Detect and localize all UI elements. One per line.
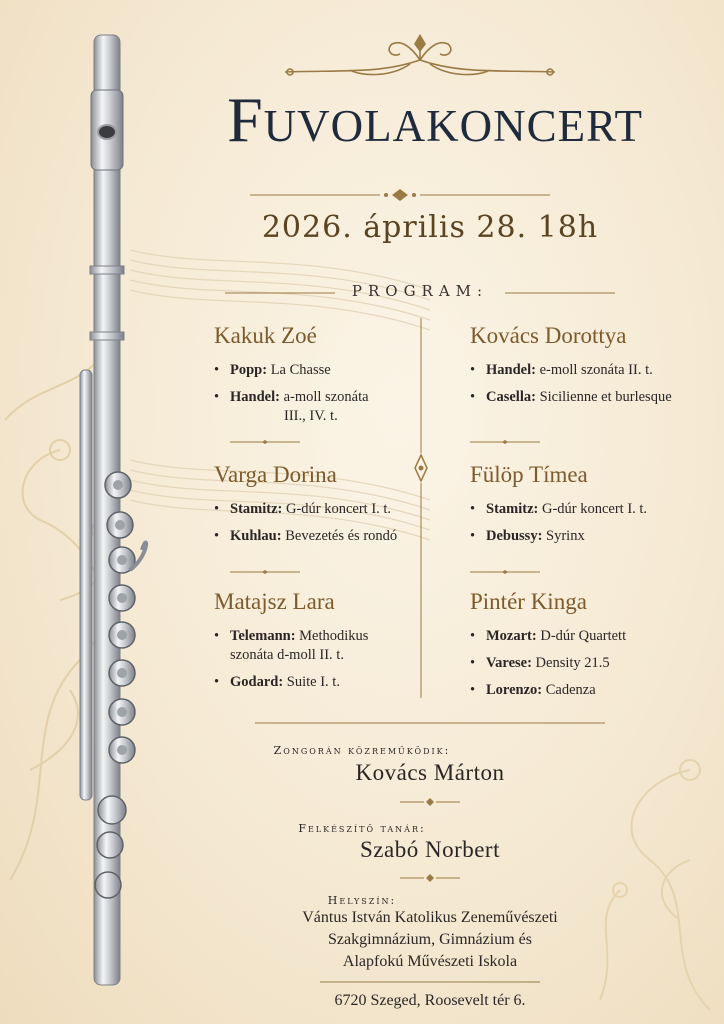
venue-address: 6720 Szeged, Roosevelt tér 6. xyxy=(334,992,526,1009)
piece-item: • Varese: Density 21.5 xyxy=(470,654,710,673)
piece-list xyxy=(214,361,404,426)
piece-item: • Kuhlau: Bevezetés és rondó xyxy=(214,527,414,546)
performer-block xyxy=(214,589,414,700)
piece-list xyxy=(214,500,414,546)
flute-illustration xyxy=(70,30,170,990)
teacher-label: Felkészítő tanár: xyxy=(298,822,426,835)
accompanist-name: Kovács Márton xyxy=(355,760,505,785)
top-ornament xyxy=(280,30,560,85)
piece-item: • Debussy: Syrinx xyxy=(470,527,710,546)
teacher-name: Szabó Norbert xyxy=(360,837,500,862)
piece-list xyxy=(470,361,710,407)
piece-item: • Mozart: D-dúr Quartett xyxy=(470,627,710,646)
venue-line: Szakgimnázium, Gimnázium és xyxy=(328,931,532,948)
concert-date: 2026. április 28. 18h xyxy=(261,210,599,245)
divider-above-address xyxy=(320,979,540,985)
program-line-right xyxy=(505,291,615,295)
divider-above-credits xyxy=(255,720,605,726)
performer-block xyxy=(470,462,710,554)
piece-item: • Godard: Suite I. t. xyxy=(214,673,414,692)
performer-block xyxy=(214,323,404,434)
venue-line: Alapfokú Művészeti Iskola xyxy=(342,953,518,970)
performer-block xyxy=(214,462,414,554)
piece-item: • Casella: Sicilienne et burlesque xyxy=(470,388,710,407)
venue-label: Helyszín: xyxy=(327,894,397,907)
small-divider xyxy=(400,874,460,882)
performer-block xyxy=(470,323,710,415)
performer-name: Pintér Kinga xyxy=(470,589,587,614)
performer-name: Kakuk Zoé xyxy=(214,323,317,348)
small-divider xyxy=(400,798,460,806)
performer-name: Matajsz Lara xyxy=(214,589,335,614)
piece-item: • Lorenzo: Cadenza xyxy=(470,681,710,700)
piece-item: • Stamitz: G-dúr koncert I. t. xyxy=(214,500,414,519)
piece-item: • Handel: e-moll szonáta II. t. xyxy=(470,361,710,380)
piece-list xyxy=(470,500,710,546)
performer-block xyxy=(470,589,710,708)
venue-line: Vántus István Katolikus Zeneművészeti xyxy=(302,909,558,926)
performer-name: Kovács Dorottya xyxy=(470,323,627,348)
piece-list xyxy=(470,627,710,700)
program-line-left xyxy=(225,291,335,295)
piece-item: • Telemann: Methodikus szonáta d-moll II. t. xyxy=(214,627,414,665)
piece-item: • Handel: a-moll szonáta III., IV. t. xyxy=(214,388,404,426)
performer-name: Fülöp Tímea xyxy=(470,462,588,487)
performer-name: Varga Dorina xyxy=(214,462,337,487)
piece-item: • Popp: La Chasse xyxy=(214,361,404,380)
piece-list xyxy=(214,627,414,692)
piece-item: • Stamitz: G-dúr koncert I. t. xyxy=(470,500,710,519)
accompanist-label: Zongorán közreműködik: xyxy=(273,744,451,757)
divider-under-title xyxy=(250,188,550,202)
poster-title: Fuvolakoncert xyxy=(227,84,643,155)
program-heading: PROGRAM: xyxy=(351,282,489,300)
